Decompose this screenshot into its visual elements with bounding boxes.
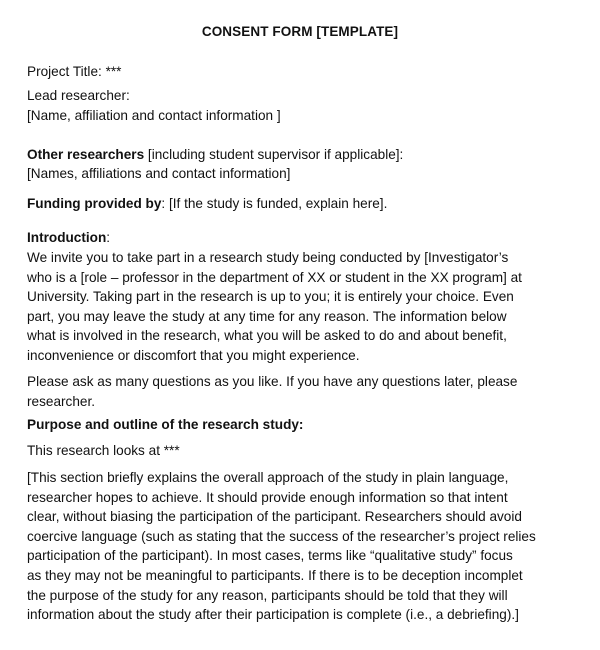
introduction-colon: : [106, 230, 111, 245]
paragraph-line: researcher hopes to achieve. It should provide enough information so that intent [27, 489, 508, 505]
purpose-intro: This research looks at *** [27, 443, 180, 458]
purpose-paragraph [27, 468, 575, 625]
questions-paragraph [27, 372, 575, 411]
paragraph-line: [This section briefly explains the overall approach of the study in plain language, [27, 470, 509, 485]
paragraph-line: part, you may leave the study at any time for any reason. The information below [27, 308, 507, 324]
paragraph-line: Please ask as many questions as you like. If you have any questions later, please [27, 374, 518, 389]
introduction-heading: Introduction [27, 230, 107, 245]
other-researchers-value: [Names, affiliations and contact information] [27, 166, 291, 181]
paragraph-line: researcher. [27, 393, 96, 409]
purpose-heading: Purpose and outline of the research study: [27, 417, 304, 432]
paragraph-line: coercive language (such as stating that the success of the researcher’s project relies [27, 528, 536, 544]
paragraph-line: information about the study after their participation is complete (i.e., a debriefing).] [27, 607, 519, 623]
funding-label: Funding provided by [27, 196, 162, 211]
funding-value: : [If the study is funded, explain here]. [161, 196, 388, 211]
lead-researcher-colon: : [126, 88, 130, 103]
lead-researcher-line [27, 87, 130, 105]
other-researchers-label: Other researchers [27, 147, 145, 162]
paragraph-line: University. Taking part in the research is up to you; it is entirely your choice. Even [27, 289, 514, 305]
paragraph-line: who is a [role – professor in the department of XX or student in the XX program] at [27, 269, 522, 285]
funding-line [27, 195, 387, 213]
other-researchers-note: [including student supervisor if applicable]: [144, 147, 404, 162]
paragraph-line: participation of the participant). In most cases, terms like “qualitative study” focus [27, 548, 513, 564]
paragraph-line: clear, without biasing the participation of the participant. Researchers should avoid [27, 509, 522, 525]
lead-researcher-label: Lead researcher [27, 88, 126, 103]
paragraph-line: as they may not be meaningful to participants. If there is to be deception incomplet [27, 567, 523, 583]
paragraph-line: We invite you to take part in a research study being conducted by [Investigator’s [27, 250, 509, 265]
introduction-paragraph [27, 248, 575, 366]
project-title-label: Project Title: [27, 64, 102, 79]
other-researchers-line [27, 146, 403, 164]
paragraph-line: what is involved in the research, what you will be asked to do and about benefit, [27, 328, 507, 344]
introduction-heading-line [27, 229, 110, 247]
project-title-value: *** [101, 64, 122, 79]
document-title: CONSENT FORM [TEMPLATE] [201, 24, 399, 39]
paragraph-line: inconvenience or discomfort that you might experience. [27, 347, 360, 363]
paragraph-line: the purpose of the study for any reason, participants should be told that they will [27, 587, 508, 603]
project-title-line [27, 63, 121, 81]
lead-researcher-value: [Name, affiliation and contact information ] [27, 108, 281, 123]
